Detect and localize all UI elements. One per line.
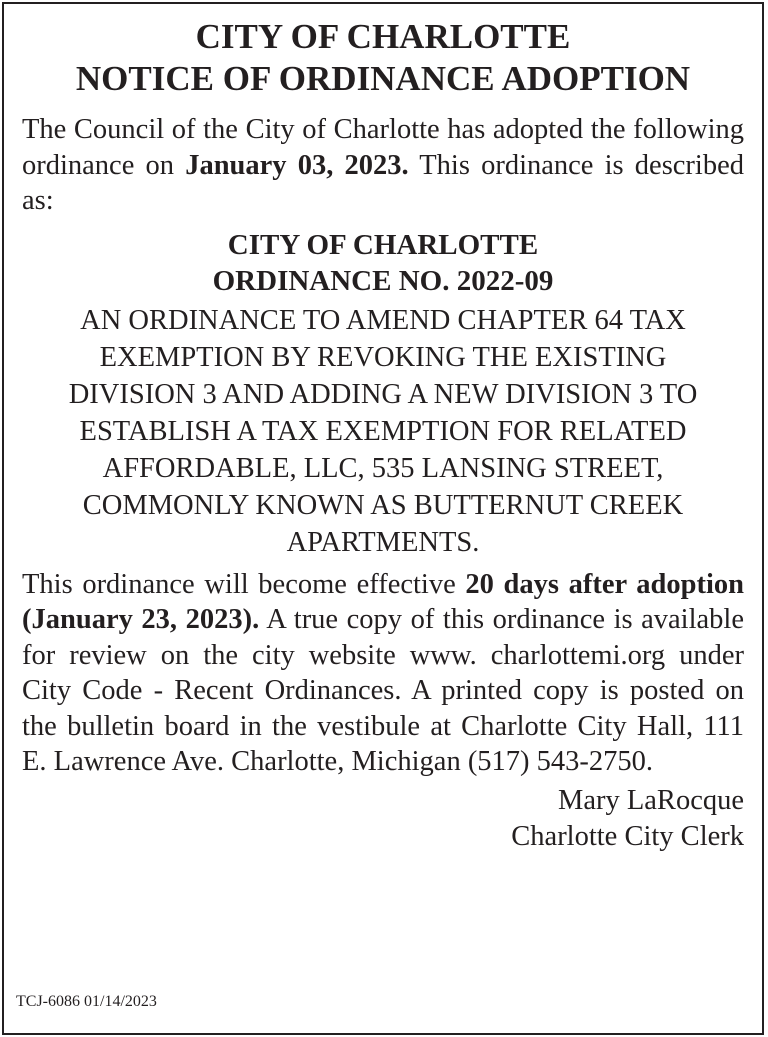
ordinance-number: ORDINANCE NO. 2022-09 (212, 264, 554, 297)
ordinance-title-line: AFFORDABLE, LLC, 535 LANSING STREET, (102, 452, 664, 484)
intro-paragraph (4, 112, 762, 219)
ordinance-title-line: APARTMENTS. (286, 526, 480, 558)
ordinance-title-line: EXEMPTION BY REVOKING THE EXISTING (99, 341, 667, 373)
effective-text-after: A true copy of this ordinance is available for review on the city website www. charlottemi.org under City Code - Recent Ordinances. A printed copy is posted on the bulletin board in the vestibule at Charlotte City Hall, 111 E. Lawrence Ave. Charlotte, Michigan (517) 543-2750. (22, 604, 744, 777)
signer-name: Mary LaRocque (558, 784, 744, 816)
intro-text-after: This ordinance is described as: (22, 149, 744, 216)
intro-text-before: The Council of the City of Charlotte has adopted the following ordinance on (22, 114, 744, 181)
header-notice-title: NOTICE OF ORDINANCE ADOPTION (75, 59, 691, 98)
ordinance-heading (4, 227, 762, 299)
effective-paragraph (4, 567, 762, 780)
adoption-date: January 03, 2023. (185, 149, 409, 181)
effective-text-before: This ordinance will become effective (22, 568, 466, 600)
ordinance-title-line: COMMONLY KNOWN AS BUTTERNUT CREEK (82, 489, 684, 521)
ordinance-title-line: AN ORDINANCE TO AMEND CHAPTER 64 TAX (80, 304, 686, 336)
signature-block (4, 783, 762, 855)
signer-title: Charlotte City Clerk (511, 820, 744, 852)
effective-date: 20 days after adoption (January 23, 2023). (22, 568, 744, 635)
ordinance-title-line: DIVISION 3 AND ADDING A NEW DIVISION 3 TO (68, 378, 698, 410)
ordinance-notice (2, 2, 764, 1035)
header-city: CITY OF CHARLOTTE (195, 17, 571, 56)
ordinance-title (4, 302, 762, 561)
ordinance-city: CITY OF CHARLOTTE (227, 228, 539, 261)
notice-header (4, 16, 762, 100)
publication-code: TCJ-6086 01/14/2023 (16, 993, 157, 1010)
ordinance-title-line: ESTABLISH A TAX EXEMPTION FOR RELATED (79, 415, 687, 447)
